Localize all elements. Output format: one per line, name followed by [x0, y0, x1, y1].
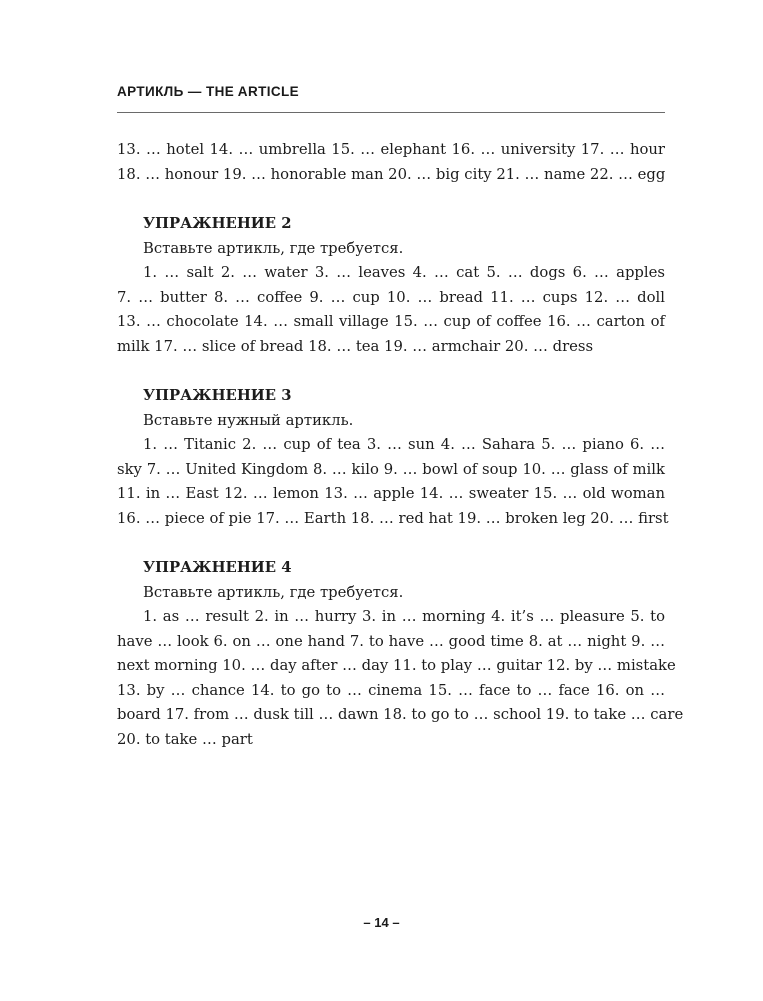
page-body	[117, 138, 684, 752]
intro-line: 18. … honour 19. … honorable man 20. … big city 21. … name 22. … egg	[117, 165, 666, 183]
exercise-3	[117, 384, 669, 531]
exercise-instruction: Вставьте нужный артикль.	[143, 411, 354, 429]
exercise-title: УПРАЖНЕНИЕ 2	[143, 215, 292, 232]
exercise-line: 13. by … chance 14. to go to … cinema 15. … face to … face 16. on …	[117, 681, 665, 699]
exercise-line: 20. to take … part	[117, 730, 253, 748]
exercise-instruction: Вставьте артикль, где требуется.	[143, 583, 404, 601]
exercise-instruction: Вставьте артикль, где требуется.	[143, 239, 404, 257]
exercise-2	[117, 212, 665, 359]
exercise-title: УПРАЖНЕНИЕ 3	[143, 387, 292, 404]
exercise-line: next morning 10. … day after … day 11. to play … guitar 12. by … mistake	[117, 657, 676, 674]
exercise-title: УПРАЖНЕНИЕ 4	[143, 559, 292, 576]
page-number: – 14 –	[363, 915, 400, 930]
exercise-line: milk 17. … slice of bread 18. … tea 19. … armchair 20. … dress	[117, 337, 594, 355]
running-title: АРТИКЛЬ — THE ARTICLE	[117, 84, 300, 99]
exercise-line: 1. … salt 2. … water 3. … leaves 4. … cat 5. … dogs 6. … apples	[143, 264, 665, 281]
exercise-line: sky 7. … United Kingdom 8. … kilo 9. … bowl of soup 10. … glass of milk	[117, 460, 665, 478]
intro-line: 13. … hotel 14. … umbrella 15. … elephant 16. … university 17. … hour	[117, 141, 665, 158]
exercise-line: 11. in … East 12. … lemon 13. … apple 14. … sweater 15. … old woman	[117, 485, 665, 502]
exercise-line: 13. … chocolate 14. … small village 15. … cup of coffee 16. … carton of	[117, 313, 665, 330]
header-divider	[117, 112, 665, 113]
exercise-line: board 17. from … dusk till … dawn 18. to go to … school 19. to take … care	[117, 706, 684, 723]
exercise-4	[117, 556, 684, 752]
intro-block	[117, 138, 665, 187]
exercise-line: 1. as … result 2. in … hurry 3. in … morning 4. it’s … pleasure 5. to	[143, 608, 665, 625]
exercise-line: 7. … butter 8. … coffee 9. … cup 10. … bread 11. … cups 12. … doll	[117, 288, 665, 306]
exercise-line: 1. … Titanic 2. … cup of tea 3. … sun 4. … Sahara 5. … piano 6. …	[143, 436, 665, 453]
exercise-line: 16. … piece of pie 17. … Earth 18. … red hat 19. … broken leg 20. … first	[117, 509, 669, 527]
exercise-line: have … look 6. on … one hand 7. to have … good time 8. at … night 9. …	[117, 632, 665, 650]
